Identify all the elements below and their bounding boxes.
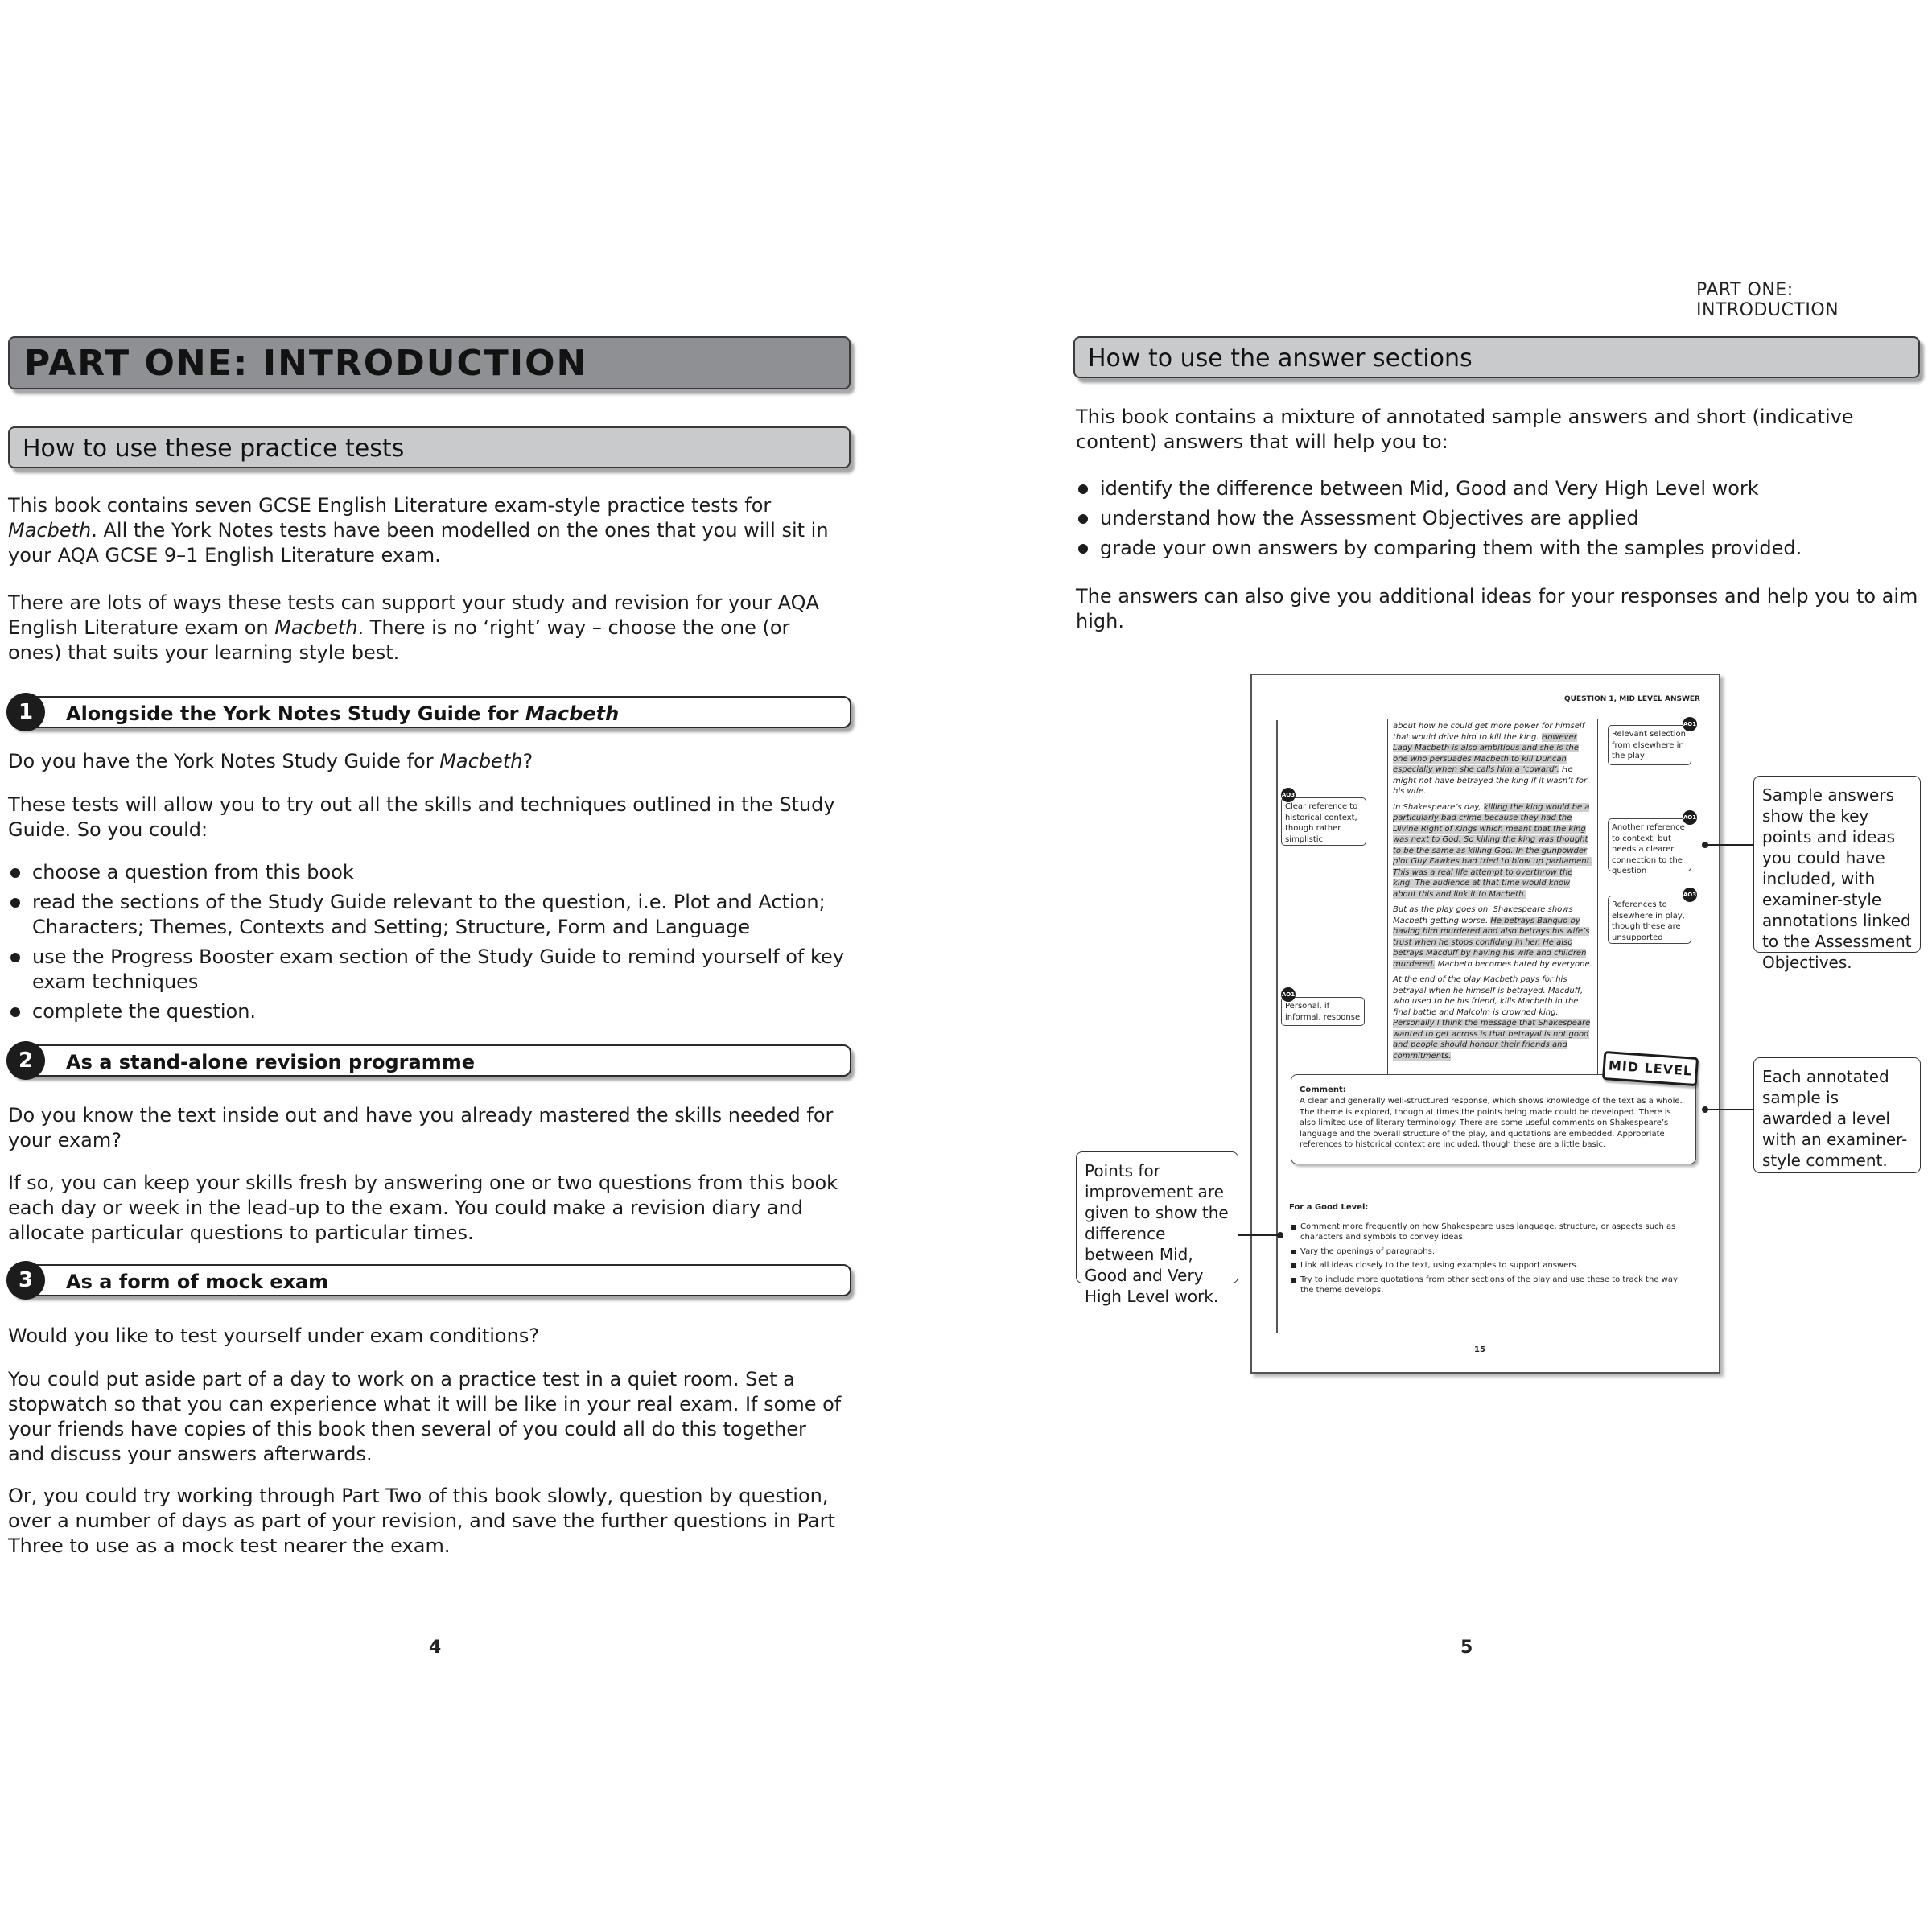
section-title: How to use these practice tests <box>23 435 405 463</box>
list-item: Comment more frequently on how Shakespeare uses language, structure, or aspects such as characters and symbols to convey ideas. <box>1289 1221 1691 1243</box>
callout-points-improvement: Points for improvement are given to show the difference between Mid, Good and Very High Level work. <box>1076 1151 1238 1283</box>
answer-closing: The answers can also give you additional ideas for your responses and help you to aim high. <box>1076 585 1918 632</box>
part-title-banner <box>8 336 851 389</box>
essay-paragraph <box>1393 802 1594 900</box>
answer-bullets <box>1076 476 1913 566</box>
essay-paragraph <box>1393 974 1594 1061</box>
option-1-header <box>11 696 851 728</box>
essay-text-segment: about how he could get more power for himself that would drive him to kill the king. <box>1393 722 1585 742</box>
option-3-header <box>11 1264 851 1296</box>
annotation-personal-response: Personal, if informal, response <box>1281 997 1365 1026</box>
callout-sample-answers: Sample answers show the key points and ideas you could have included, with examiner-style annotations linked to the Assessment Objectives. <box>1753 776 1921 953</box>
option-2-header <box>11 1044 851 1077</box>
option-2-paragraph-1: Do you know the text inside out and have you already mastered the skills needed for your exam? <box>8 1104 834 1151</box>
option-2-paragraph-2: If so, you can keep your skills fresh by answering one or two questions from this book each day or week in the lead-up to the exam. You could make a revision diary and allocate particular questions to particular times. <box>8 1172 838 1244</box>
ao-badge: AO1 <box>1281 987 1296 1002</box>
annotation-relevant-selection: Relevant selection from elsewhere in the play <box>1608 725 1691 765</box>
intro-paragraph-1: This book contains seven GCSE English Literature exam-style practice tests for Macbeth. All the York Notes tests have been modelled on the ones that you will sit in your AQA GCSE 9–1 English Literature exam. <box>8 494 829 566</box>
list-item: read the sections of the Study Guide relevant to the question, i.e. Plot and Action; Characters; Themes, Contexts and Setting; Structure, Form and Language <box>8 890 845 940</box>
option-3-number: 3 <box>6 1261 45 1300</box>
sample-page-header: QUESTION 1, MID LEVEL ANSWER <box>1564 695 1700 703</box>
essay-text <box>1393 721 1594 1066</box>
option-3-paragraph-3: Or, you could try working through Part Two of this book slowly, question by question, over a number of days as part of your revision, and save the further questions in Part Three to use as a mock test nearer the exam. <box>8 1485 835 1557</box>
ao-badge: AO3 <box>1281 788 1296 802</box>
highlighted-text: killing the king would be a particularly bad crime because they had the Divine Right of Kings which meant that the king was next to God. So killing the king was thought to be the same as killing God. In the gunpowder plot Guy Fawkes had tried to blow up parliament. This was a real life attempt to overthrow the king. The audience at that time would know about this and link it to Macbeth. <box>1393 802 1592 899</box>
list-item: grade your own answers by comparing them with the samples provided. <box>1076 536 1913 561</box>
essay-text-box <box>1387 719 1598 1090</box>
option-3-heading: As a form of mock exam <box>66 1271 329 1293</box>
good-level-list <box>1289 1221 1691 1296</box>
essay-text-segment: In Shakespeare’s day, <box>1393 802 1484 812</box>
list-item: identify the difference between Mid, Good and Very High Level work <box>1076 476 1913 501</box>
ao-badge: AO1 <box>1683 810 1697 825</box>
section-title-banner <box>8 426 851 468</box>
sample-page-number: 15 <box>1474 1345 1485 1354</box>
connector-dot <box>1702 842 1708 848</box>
section-title: How to use the answer sections <box>1088 344 1473 373</box>
margin-rule <box>1276 720 1278 1333</box>
option-1-bullets <box>8 860 845 1029</box>
essay-paragraph <box>1393 904 1594 970</box>
option-1-number: 1 <box>6 693 45 731</box>
connector-line <box>1704 844 1754 846</box>
essay-text-segment: But as the play goes on, Shakespeare shows Macbeth getting worse. <box>1393 905 1573 925</box>
connector-line <box>1238 1234 1280 1236</box>
good-level-section <box>1289 1202 1691 1300</box>
ao-badge: AO1 <box>1683 717 1697 731</box>
option-1-heading: Alongside the York Notes Study Guide for Macbeth <box>66 702 620 725</box>
ao-badge: AO3 <box>1683 888 1697 902</box>
running-head: PART ONE: INTRODUCTION <box>1696 280 1839 320</box>
intro-paragraph-2: There are lots of ways these tests can support your study and revision for your AQA English Literature exam on Macbeth. There is no ‘right’ way – choose the one (or ones) that suits your learning style best. <box>8 591 819 664</box>
essay-paragraph <box>1393 721 1594 797</box>
part-title: PART ONE: INTRODUCTION <box>24 343 588 384</box>
highlighted-text: However Lady Macbeth is also ambitious and she is the one who persuades Macbeth to kill Duncan especially when she calls him a ‘coward’. <box>1393 732 1579 774</box>
annotation-another-reference: Another reference to context, but needs a clearer connection to the question <box>1608 818 1691 871</box>
connector-dot <box>1277 1232 1283 1238</box>
option-3-paragraph-1: Would you like to test yourself under exam conditions? <box>8 1324 540 1347</box>
list-item: complete the question. <box>8 999 845 1024</box>
list-item: understand how the Assessment Objectives are applied <box>1076 506 1913 531</box>
good-level-heading: For a Good Level: <box>1289 1203 1369 1212</box>
list-item: use the Progress Booster exam section of the Study Guide to remind yourself of key exam techniques <box>8 945 845 995</box>
page-number: 5 <box>1460 1637 1473 1658</box>
option-2-number: 2 <box>6 1041 45 1080</box>
list-item: choose a question from this book <box>8 860 845 885</box>
page-number: 4 <box>429 1637 442 1658</box>
right-page <box>966 0 1932 1932</box>
mid-level-stamp: MID LEVEL <box>1602 1051 1699 1086</box>
comment-box: Comment: A clear and generally well-structured response, which shows knowledge of the text as a whole. The theme is explored, though at times the points being made could be developed. There is also limited use of literary terminology. There are some useful comments on Shakespeare’s language and the overall structure of the play, and quotations are embedded. Appropriate references to historical context are included, though these are a little basic. <box>1291 1074 1696 1164</box>
annotation-clear-reference: Clear reference to historical context, though rather simplistic <box>1281 797 1366 846</box>
annotation-references-elsewhere: References to elsewhere in play, though these are unsupported <box>1608 896 1691 944</box>
option-3-paragraph-2: You could put aside part of a day to work on a practice test in a quiet room. Set a stopwatch so that you can experience what it will be like in your real exam. If some of your friends have copies of this book then several of you could all do this together and discuss your answers afterwards. <box>8 1368 842 1465</box>
highlighted-text: He betrays Banquo by having him murdered and also betrays his wife’s trust when he stops confiding in her. He also betrays Macduff by having his wife and children murdered. <box>1393 916 1590 969</box>
callout-annotated-sample: Each annotated sample is awarded a level with an examiner-style comment. <box>1753 1057 1921 1173</box>
section-title-banner <box>1073 336 1920 378</box>
essay-text-segment: He might not have betrayed the king if it wasn’t for his wife. <box>1393 765 1588 796</box>
sample-answer-page <box>1250 674 1720 1374</box>
option-1-question: Do you have the York Notes Study Guide for Macbeth? <box>8 750 533 772</box>
answer-intro: This book contains a mixture of annotated sample answers and short (indicative content) answers that will help you to: <box>1076 406 1854 453</box>
list-item: Try to include more quotations from other sections of the play and use these to track the way the theme develops. <box>1289 1275 1691 1296</box>
option-1-intro: These tests will allow you to try out all the skills and techniques outlined in the Study Guide. So you could: <box>8 793 835 841</box>
essay-text-segment: At the end of the play Macbeth pays for his betrayal when he himself is betrayed. Macduff, who used to be his friend, kills Macbeth in the final battle and Malcolm is crowned king. <box>1393 975 1584 1017</box>
essay-text-segment: Macbeth becomes hated by everyone. <box>1435 959 1592 969</box>
list-item: Vary the openings of paragraphs. <box>1289 1246 1691 1258</box>
list-item: Link all ideas closely to the text, using examples to support answers. <box>1289 1260 1691 1271</box>
connector-line <box>1704 1109 1754 1110</box>
highlighted-text: Personally I think the message that Shakespeare wanted to get across is that betrayal is not good and people should honour their friends and commitments. <box>1393 1019 1591 1061</box>
connector-dot <box>1702 1106 1708 1113</box>
option-2-heading: As a stand-alone revision programme <box>66 1051 476 1073</box>
